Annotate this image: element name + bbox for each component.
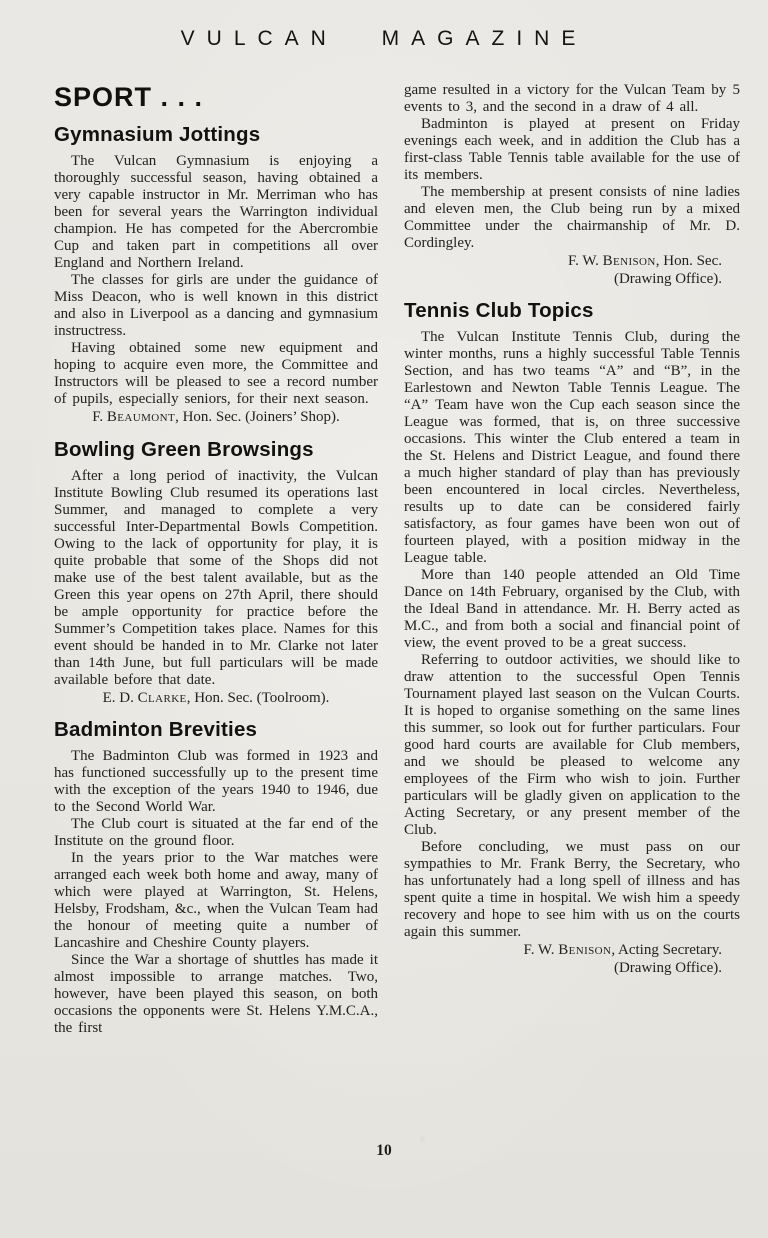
sport-heading: SPORT . . . [54,82,204,112]
signature-prefix: F. W. [523,942,559,958]
signature-clarke [54,690,378,708]
signature-beaumont [54,409,378,427]
badminton-paragraph-3: In the years prior to the War matches were arranged each week both home and away, many of which were played at Warrington, St. Helens, Helsby, Frodsham, &c., when the Vulcan Team had the honour of meeting quite a number of Lancashire and Cheshire County players. [54,850,378,951]
tennis-paragraph-4: Before concluding, we must pass on our sympathies to Mr. Frank Berry, the Secretary, who has unfortunately had a long spell of illness and has spent quite a time in hospital. We wish him a speedy recovery and hope to see him with us on the courts again this summer. [404,839,740,940]
section-heading-badminton-brevities: Badminton Brevities [54,718,258,741]
tennis-paragraph-1: The Vulcan Institute Tennis Club, during the winter months, runs a highly successful Table Tennis Section, and has two teams “A” and “B”, in the Earlestown and Newton Table Tennis League. The “A” Team have won the Cup each season since the League was formed, that is, on three successive occasions. This winter the Club entered a team in the St. Helens and District League, and found there a much higher standard of play than has previously been encountered in local circles. Nevertheless, results up to date can be considered fairly satisfactory, as four games have been won out of fourteen played, with a position midway in the League table. [404,329,740,566]
bowling-paragraph-1: After a long period of inactivity, the Vulcan Institute Bowling Club resumed its operations last Summer, and managed to complete a very successful Inter-Departmental Bowls Competition. Owing to the lack of opportunity for play, it is quite probable that some of the Shops did not make use of the best talent available, but as the Green this year opens on 27th April, there should be ample opportunity for practice before the Summer’s Competition takes place. Names for this event should be handed in to Mr. Clarke not later than 14th June, but full particulars will be made available before that date. [54,467,378,688]
signature-name: Benison [602,253,656,269]
badminton-paragraph-4: Since the War a shortage of shuttles has made it almost impossible to arrange matches. Two, however, have been played this season, on both occasions the opponents were St. Helens Y.M.C.A., the first [54,952,378,1036]
gymnasium-paragraph-2: The classes for girls are under the guidance of Miss Deacon, who is well known in this district and also in Liverpool as a dancing and gymnasium instructress. [54,272,378,339]
signature-suffix: , Hon. Sec. (Joiners’ Shop). [175,409,340,425]
section-heading-tennis-club-topics: Tennis Club Topics [404,299,594,322]
masthead-title: VULCAN MAGAZINE [180,27,588,50]
section-heading-bowling-green-browsings: Bowling Green Browsings [54,437,314,461]
signature-line-2: (Drawing Office). [613,959,722,976]
badminton-paragraph-2: The Club court is situated at the far end of the Institute on the ground floor. [54,816,378,849]
signature-name: Beaumont [106,409,176,425]
signature-suffix: , Acting Secretary. [611,942,722,958]
left-column [54,82,378,1037]
signature-suffix: , Hon. Sec. [655,253,722,269]
tennis-paragraph-3: Referring to outdoor activities, we should like to draw attention to the successful Open Tennis Tournament played last season on the Vulcan Courts. It is hoped to organise something on the same lines this summer, so look out for further particulars. Four good hard courts are available for Club members, and we should be pleased to welcome any employees of the Firm who wish to join. Further particulars will be gladly given on application to the Acting Secretary, or any present member of the Club. [404,652,740,838]
badminton-continued-paragraph-3: The membership at present consists of nine ladies and eleven men, the Club being run by a mixed Committee under the chairmanship of Mr. D. Cordingley. [404,184,740,251]
signature-benison-acting-secretary [404,942,740,977]
signature-name: Clarke [137,689,187,706]
signature-prefix: F. [92,409,107,425]
tennis-paragraph-2: More than 140 people attended an Old Time Dance on 14th February, organised by the Club, with the Ideal Band in attendance. Mr. H. Berry acted as M.C., and from both a social and financial point of view, the event proved to be a great success. [404,567,740,651]
right-column [404,82,740,1037]
gymnasium-paragraph-1: The Vulcan Gymnasium is enjoying a thoroughly successful season, having obtained a very capable instructor in Mr. Merriman who has been for several years the Warrington individual champion. He has competed for the Abercrombie Cup and taken part in competitions all over England and Northern Ireland. [54,153,378,271]
section-heading-gymnasium-jottings: Gymnasium Jottings [54,123,261,146]
signature-line-1 [404,942,722,960]
badminton-continued-paragraph-1: game resulted in a victory for the Vulcan Team by 5 events to 3, and the second in a draw of 4 all. [404,82,740,115]
signature-line-2: (Drawing Office). [613,270,722,287]
badminton-paragraph-1: The Badminton Club was formed in 1923 and has functioned successfully up to the present time with the exception of the years 1940 to 1946, due to the Second World War. [54,748,378,815]
signature-line-1 [404,253,722,271]
two-column-layout [0,82,768,1037]
gymnasium-paragraph-3: Having obtained some new equipment and hoping to acquire even more, the Committee and Instructors will be pleased to see a record number of pupils, especially seniors, for their next season. [54,340,378,407]
signature-benison-hon-sec [404,253,740,288]
signature-name: Benison [558,942,612,958]
page-number: 10 [376,1142,392,1159]
signature-prefix: E. D. [102,689,138,706]
signature-prefix: F. W. [567,253,603,269]
badminton-continued-paragraph-2: Badminton is played at present on Friday evenings each week, and in addition the Club has a first-class Table Tennis table available for the use of its members. [404,116,740,183]
signature-suffix: , Hon. Sec. (Toolroom). [186,689,330,706]
